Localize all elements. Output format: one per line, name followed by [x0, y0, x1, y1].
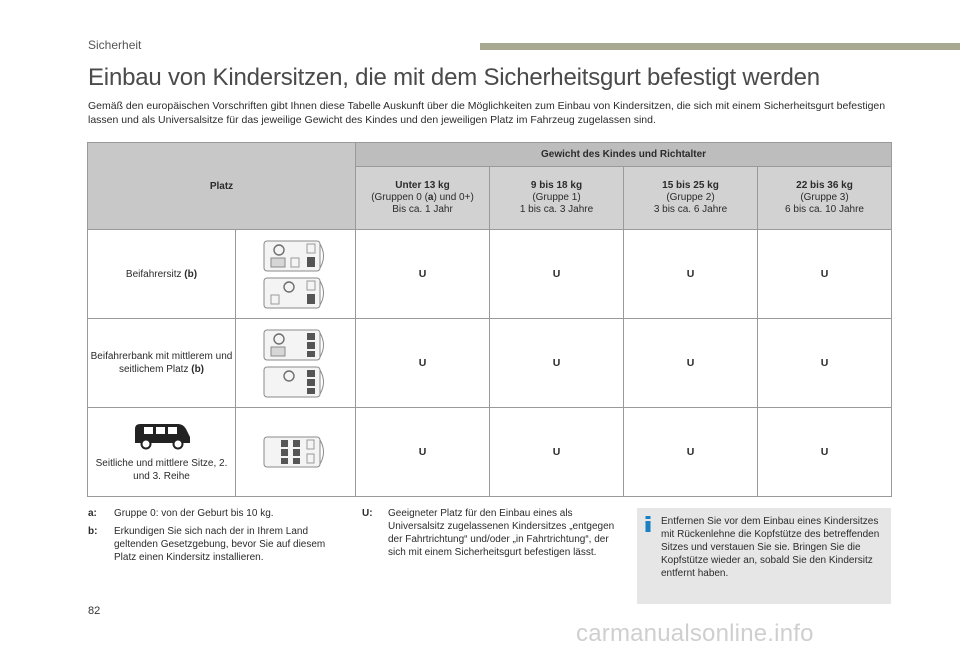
group-age: 1 bis ca. 3 Jahre	[519, 204, 594, 215]
child-seat-table	[87, 142, 892, 497]
section-label: Sicherheit	[88, 38, 142, 52]
seat-diagram-cell	[236, 319, 356, 408]
seat-label-text: Beifahrerbank mit mittlerem und seitlichem Platz	[90, 351, 233, 375]
seat-label-note: (b)	[184, 268, 198, 280]
group-label: (Gruppe 2)	[666, 192, 715, 203]
footnote-text: Geeigneter Platz für den Einbau eines als Universalsitz zugelassenen Kindersitzes „entgegen der Fahrtrichtung“ und/oder „in Fahrtrichtung“, der sich mit einem Sicherheitsgurt befestigen lässt.	[388, 508, 615, 558]
watermark: carmanualsonline.info	[576, 620, 814, 647]
group-label-post: ) und 0+)	[433, 192, 474, 203]
seat-diagram-cell	[236, 230, 356, 319]
table-row	[88, 408, 892, 497]
seat-label	[88, 319, 236, 408]
platz-header: Platz	[88, 143, 356, 230]
page-number: 82	[88, 605, 101, 617]
van-icon	[132, 421, 192, 451]
footnote-a	[88, 507, 338, 520]
footnote-key: b:	[88, 526, 98, 537]
page-title: Einbau von Kindersitzen, die mit dem Sicherheitsgurt befestigt werden	[88, 64, 820, 91]
group-weight: 9 bis 18 kg	[530, 180, 583, 191]
footnote-key: U:	[362, 508, 373, 519]
seat-label-text: Seitliche und mittlere Sitze, 2. und 3. Reihe	[95, 458, 228, 482]
rating-cell: U	[758, 408, 892, 497]
table-row	[88, 230, 892, 319]
seat-layout-forward-facing-icon	[263, 277, 329, 309]
seat-diagram-cell	[236, 408, 356, 497]
rating-cell: U	[624, 319, 758, 408]
group-header-3	[758, 167, 892, 230]
rating-cell: U	[356, 408, 490, 497]
seat-label	[88, 408, 236, 497]
group-weight: 15 bis 25 kg	[662, 180, 719, 191]
info-text: Entfernen Sie vor dem Einbau eines Kindersitzes mit Rückenlehne die Kopfstütze des betreffenden Sitzes und verstauen Sie sie. Bringen Sie die Kopfstütze wieder an, sobald Sie den Kindersitz entfernt haben.	[661, 516, 880, 579]
info-box	[637, 508, 891, 604]
rating-cell: U	[758, 319, 892, 408]
rating-cell: U	[356, 319, 490, 408]
bench-layout-rear-facing-icon	[263, 329, 329, 361]
group-label: (Gruppe 3)	[800, 192, 849, 203]
rating-cell: U	[758, 230, 892, 319]
table-row	[88, 319, 892, 408]
seat-label	[88, 230, 236, 319]
footnote-text: Erkundigen Sie sich nach der in Ihrem Land geltenden Gesetzgebung, bevor Sie auf diesem Platz einen Kindersitz installieren.	[114, 526, 326, 563]
footnote-key: a:	[88, 508, 97, 519]
group-age: 6 bis ca. 10 Jahre	[785, 204, 864, 215]
rating-cell: U	[490, 319, 624, 408]
section-bar	[480, 43, 960, 50]
rating-cell: U	[624, 408, 758, 497]
group-header-2	[624, 167, 758, 230]
group-weight: Unter 13 kg	[395, 180, 450, 191]
bench-layout-forward-facing-icon	[263, 366, 329, 398]
rating-cell: U	[624, 230, 758, 319]
intro-paragraph: Gemäß den europäischen Vorschriften gibt Ihnen diese Tabelle Auskunft über die Möglichkeiten zum Einbau von Kindersitzen, die sich mit einem Sicherheitsgurt befestigen lassen und als Universalsitze für das jeweilige Gewicht des Kindes und den jeweiligen Platz im Fahrzeug zugelassen sind.	[88, 100, 886, 126]
footnote-u	[362, 507, 627, 564]
group-header-1	[490, 167, 624, 230]
footnotes-left	[88, 507, 338, 569]
seat-label-note: (b)	[191, 364, 205, 375]
info-icon	[644, 516, 652, 532]
rear-rows-layout-icon	[263, 436, 329, 468]
seat-label-text: Beifahrersitz	[125, 268, 185, 280]
group-label-key: a	[427, 192, 434, 203]
footnote-text: Gruppe 0: von der Geburt bis 10 kg.	[114, 508, 274, 519]
group-age: 3 bis ca. 6 Jahre	[653, 204, 728, 215]
weight-header: Gewicht des Kindes und Richtalter	[356, 143, 892, 167]
group-label: (Gruppe 1)	[532, 192, 581, 203]
footnote-b	[88, 525, 338, 564]
group-header-0	[356, 167, 490, 230]
seat-layout-rear-facing-icon	[263, 240, 329, 272]
group-age: Bis ca. 1 Jahr	[392, 204, 453, 215]
rating-cell: U	[490, 230, 624, 319]
group-weight: 22 bis 36 kg	[796, 180, 853, 191]
rating-cell: U	[356, 230, 490, 319]
group-label-pre: (Gruppen 0 (	[371, 192, 428, 203]
rating-cell: U	[490, 408, 624, 497]
